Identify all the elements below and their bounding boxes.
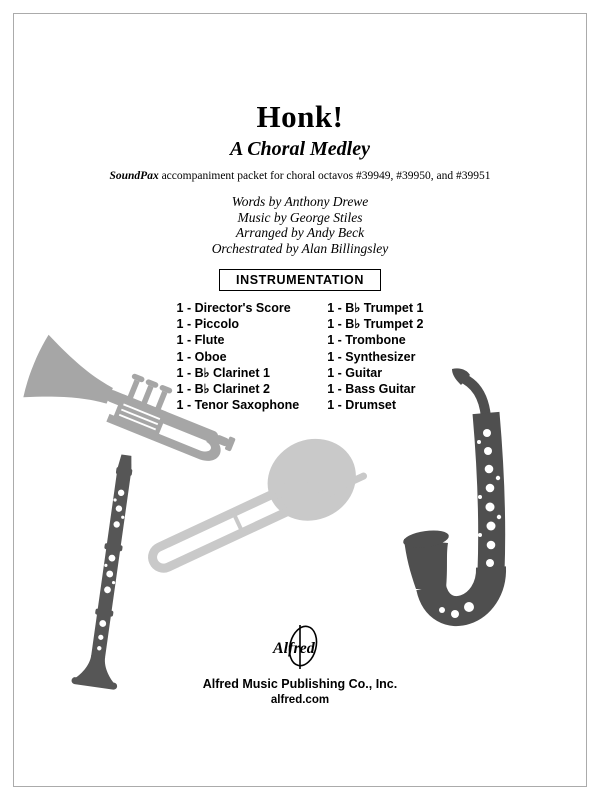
credit-line-words: Words by Anthony Drewe (231, 194, 369, 209)
instrument-item: 1 - B♭ Trumpet 1 (327, 301, 424, 315)
alfred-logo-icon (270, 624, 330, 670)
packet-description-text: accompaniment packet for choral octavos #39949, #39950, and #39951 (158, 170, 491, 182)
alfred-logo-text: Alfred (273, 640, 315, 657)
instrumentation-header: INSTRUMENTATION (219, 269, 381, 291)
page-subtitle: A Choral Medley (229, 138, 370, 160)
instrumentation-left-column (177, 300, 300, 413)
packet-description (0, 170, 600, 182)
instrument-item: 1 - Flute (176, 333, 225, 348)
instrument-item: 1 - Oboe (176, 349, 227, 364)
page-title: Honk! (256, 99, 344, 134)
instrument-item: 1 - B♭ Clarinet 1 (176, 365, 270, 380)
credit-line-orchestrator: Orchestrated by Alan Billingsley (211, 240, 389, 256)
publisher-name: Alfred Music Publishing Co., Inc. (202, 677, 398, 691)
instrument-item: 1 - Trombone (327, 333, 406, 348)
instrument-item: 1 - Piccolo (176, 317, 240, 332)
instrument-item: 1 - Tenor Saxophone (176, 398, 300, 413)
instrument-item: 1 - Synthesizer (327, 349, 416, 364)
publisher-footer (0, 624, 600, 706)
instrument-item: 1 - Drumset (327, 398, 397, 413)
instrument-item: 1 - Bass Guitar (327, 382, 416, 397)
instrument-item: 1 - Guitar (327, 365, 383, 380)
publisher-website: alfred.com (270, 694, 330, 706)
instrument-item: 1 - B♭ Trumpet 2 (327, 317, 424, 332)
instrumentation-right-column (327, 300, 423, 413)
soundpax-brand: SoundPax (109, 170, 159, 182)
credit-line-arranger: Arranged by Andy Beck (235, 225, 365, 240)
instrumentation-list (0, 300, 600, 413)
cover-text-block (0, 99, 600, 413)
instrument-item: 1 - B♭ Clarinet 2 (176, 382, 270, 397)
credits (0, 194, 600, 256)
instrument-item: 1 - Director's Score (176, 301, 291, 315)
credit-line-music: Music by George Stiles (237, 209, 363, 225)
